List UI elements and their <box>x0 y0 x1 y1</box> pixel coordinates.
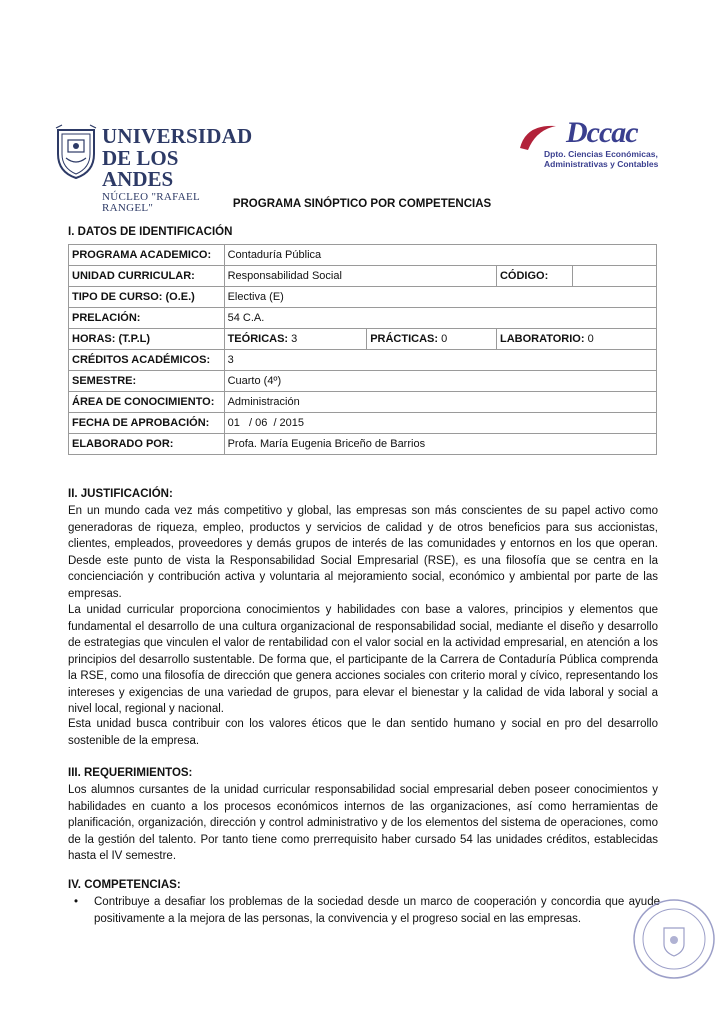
ula-logo <box>54 124 253 214</box>
dccac-wordmark: Dccac <box>566 116 638 149</box>
row-value: Electiva (E) <box>224 287 656 308</box>
dccac-subtitle <box>544 150 684 169</box>
requerimientos-paragraph: Los alumnos cursantes de la unidad curricular responsabilidad social empresarial deben poseer conocimientos y habilidades en cuanto a los procesos económicos internos de las organizaciones, así como herramientas de planificación, organización, dirección y control administrativo y de los elementos del sistema de operaciones, como de la gestión del talento. Por tanto tiene como prerrequisito haber cursado 54 las unidades créditos, establecidas hasta el IV semestre. <box>68 784 658 862</box>
identification-table <box>68 244 657 455</box>
section2-heading: II. JUSTIFICACIÓN: <box>68 488 173 500</box>
teoricas-label: TEÓRICAS: <box>227 333 289 345</box>
ula-line2: DE LOS ANDES <box>102 146 179 191</box>
row-label: HORAS: (T.P.L) <box>69 329 225 350</box>
table-row <box>69 434 657 455</box>
document-title: PROGRAMA SINÓPTICO POR COMPETENCIAS <box>232 198 492 210</box>
justificacion-paragraph-2: La unidad curricular proporciona conocimientos y habilidades con base a valores, principios y elementos que fundamental el desarrollo de una cultura organizacional de responsabilidad social, mediante el diseño y desarrollo de estrategias que vinculen el valor de rentabilidad con el valor social en la actividad empresarial, en atención a los principios del desarrollo sustentable. De forma que, el participante de la Carrera de Contaduría Pública comprenda la RSE, como una filosofía de dirección que genera acciones sociales con criterio moral y cívico, representando los intereses y exigencias de una variedad de grupos, para elevar el bienestar y la calidad de vida laboral y social a nivel local, regional y nacional. <box>68 604 658 715</box>
table-row <box>69 413 657 434</box>
practicas-value: 0 <box>441 333 448 345</box>
row-value: Cuarto (4º) <box>224 371 656 392</box>
row-label: CRÉDITOS ACADÉMICOS: <box>69 350 225 371</box>
row-label: ELABORADO POR: <box>69 434 225 455</box>
row-label: PRELACIÓN: <box>69 308 225 329</box>
practicas-cell <box>367 329 497 350</box>
ula-line3: NÚCLEO "RAFAEL RANGEL" <box>102 191 200 214</box>
codigo-label: CÓDIGO: <box>496 266 572 287</box>
dccac-logo <box>514 114 680 176</box>
row-value: 54 C.A. <box>224 308 656 329</box>
justificacion-paragraph-1: En un mundo cada vez más competitivo y global, las empresas son más conscientes de su papel activo como generadoras de riqueza, empleo, productos y servicios de calidad y de otros beneficios para sus accionistas, clientes, empleados, proveedores y demás grupos de interés de las comunidades y entornos en los que operan. Desde este punto de vista la Responsabilidad Social Empresarial (RSE), es una filosofía que se centra en la concienciación y contribución activa y voluntaria al mejoramiento social, económico y ambiental por parte de las empresas. <box>68 505 658 600</box>
section3-heading: III. REQUERIMIENTOS: <box>68 767 193 779</box>
teoricas-value: 3 <box>291 333 298 345</box>
row-value: 3 <box>224 350 656 371</box>
table-row <box>69 350 657 371</box>
row-label: PROGRAMA ACADEMICO: <box>69 245 225 266</box>
competencia-text: Contribuye a desafiar los problemas de la sociedad desde un marco de cooperación y concordia que ayude positivamente a la mejora de las personas, la convivencia y el progreso social en las empresas. <box>94 896 660 925</box>
row-label: ÁREA DE CONOCIMIENTO: <box>69 392 225 413</box>
row-value: 01 / 06 / 2015 <box>224 413 656 434</box>
ula-line1: UNIVERSIDAD <box>102 124 253 148</box>
section4-heading: IV. COMPETENCIAS: <box>68 879 181 891</box>
dccac-sub-line2: Administrativas y Contables <box>544 158 659 169</box>
laboratorio-label: LABORATORIO: <box>499 333 585 345</box>
table-row <box>69 308 657 329</box>
row-value: Responsabilidad Social <box>224 266 496 287</box>
table-row <box>69 392 657 413</box>
table-row <box>69 266 657 287</box>
laboratorio-value: 0 <box>587 333 594 345</box>
table-row <box>69 245 657 266</box>
row-label: FECHA DE APROBACIÓN: <box>69 413 225 434</box>
bullet-icon: • <box>74 896 79 908</box>
row-value: Administración <box>224 392 656 413</box>
row-value: Contaduría Pública <box>224 245 656 266</box>
official-stamp-icon <box>632 898 716 980</box>
row-value: Profa. María Eugenia Briceño de Barrios <box>224 434 656 455</box>
section1-heading: I. DATOS DE IDENTIFICACIÓN <box>68 226 233 238</box>
laboratorio-cell <box>496 329 656 350</box>
table-row <box>69 329 657 350</box>
teoricas-cell <box>224 329 367 350</box>
justificacion-paragraph-3: Esta unidad busca contribuir con los valores éticos que le dan sentido humano y social en pro del desarrollo sostenible de la empresa. <box>68 718 658 747</box>
practicas-label: PRÁCTICAS: <box>370 333 439 345</box>
row-label: SEMESTRE: <box>69 371 225 392</box>
row-label: TIPO DE CURSO: (O.E.) <box>69 287 225 308</box>
codigo-value <box>573 266 657 287</box>
ula-seal-icon <box>54 124 98 180</box>
table-row <box>69 287 657 308</box>
row-label: UNIDAD CURRICULAR: <box>69 266 225 287</box>
table-row <box>69 371 657 392</box>
dccac-sub-line1: Dpto. Ciencias Económicas, <box>544 149 658 159</box>
